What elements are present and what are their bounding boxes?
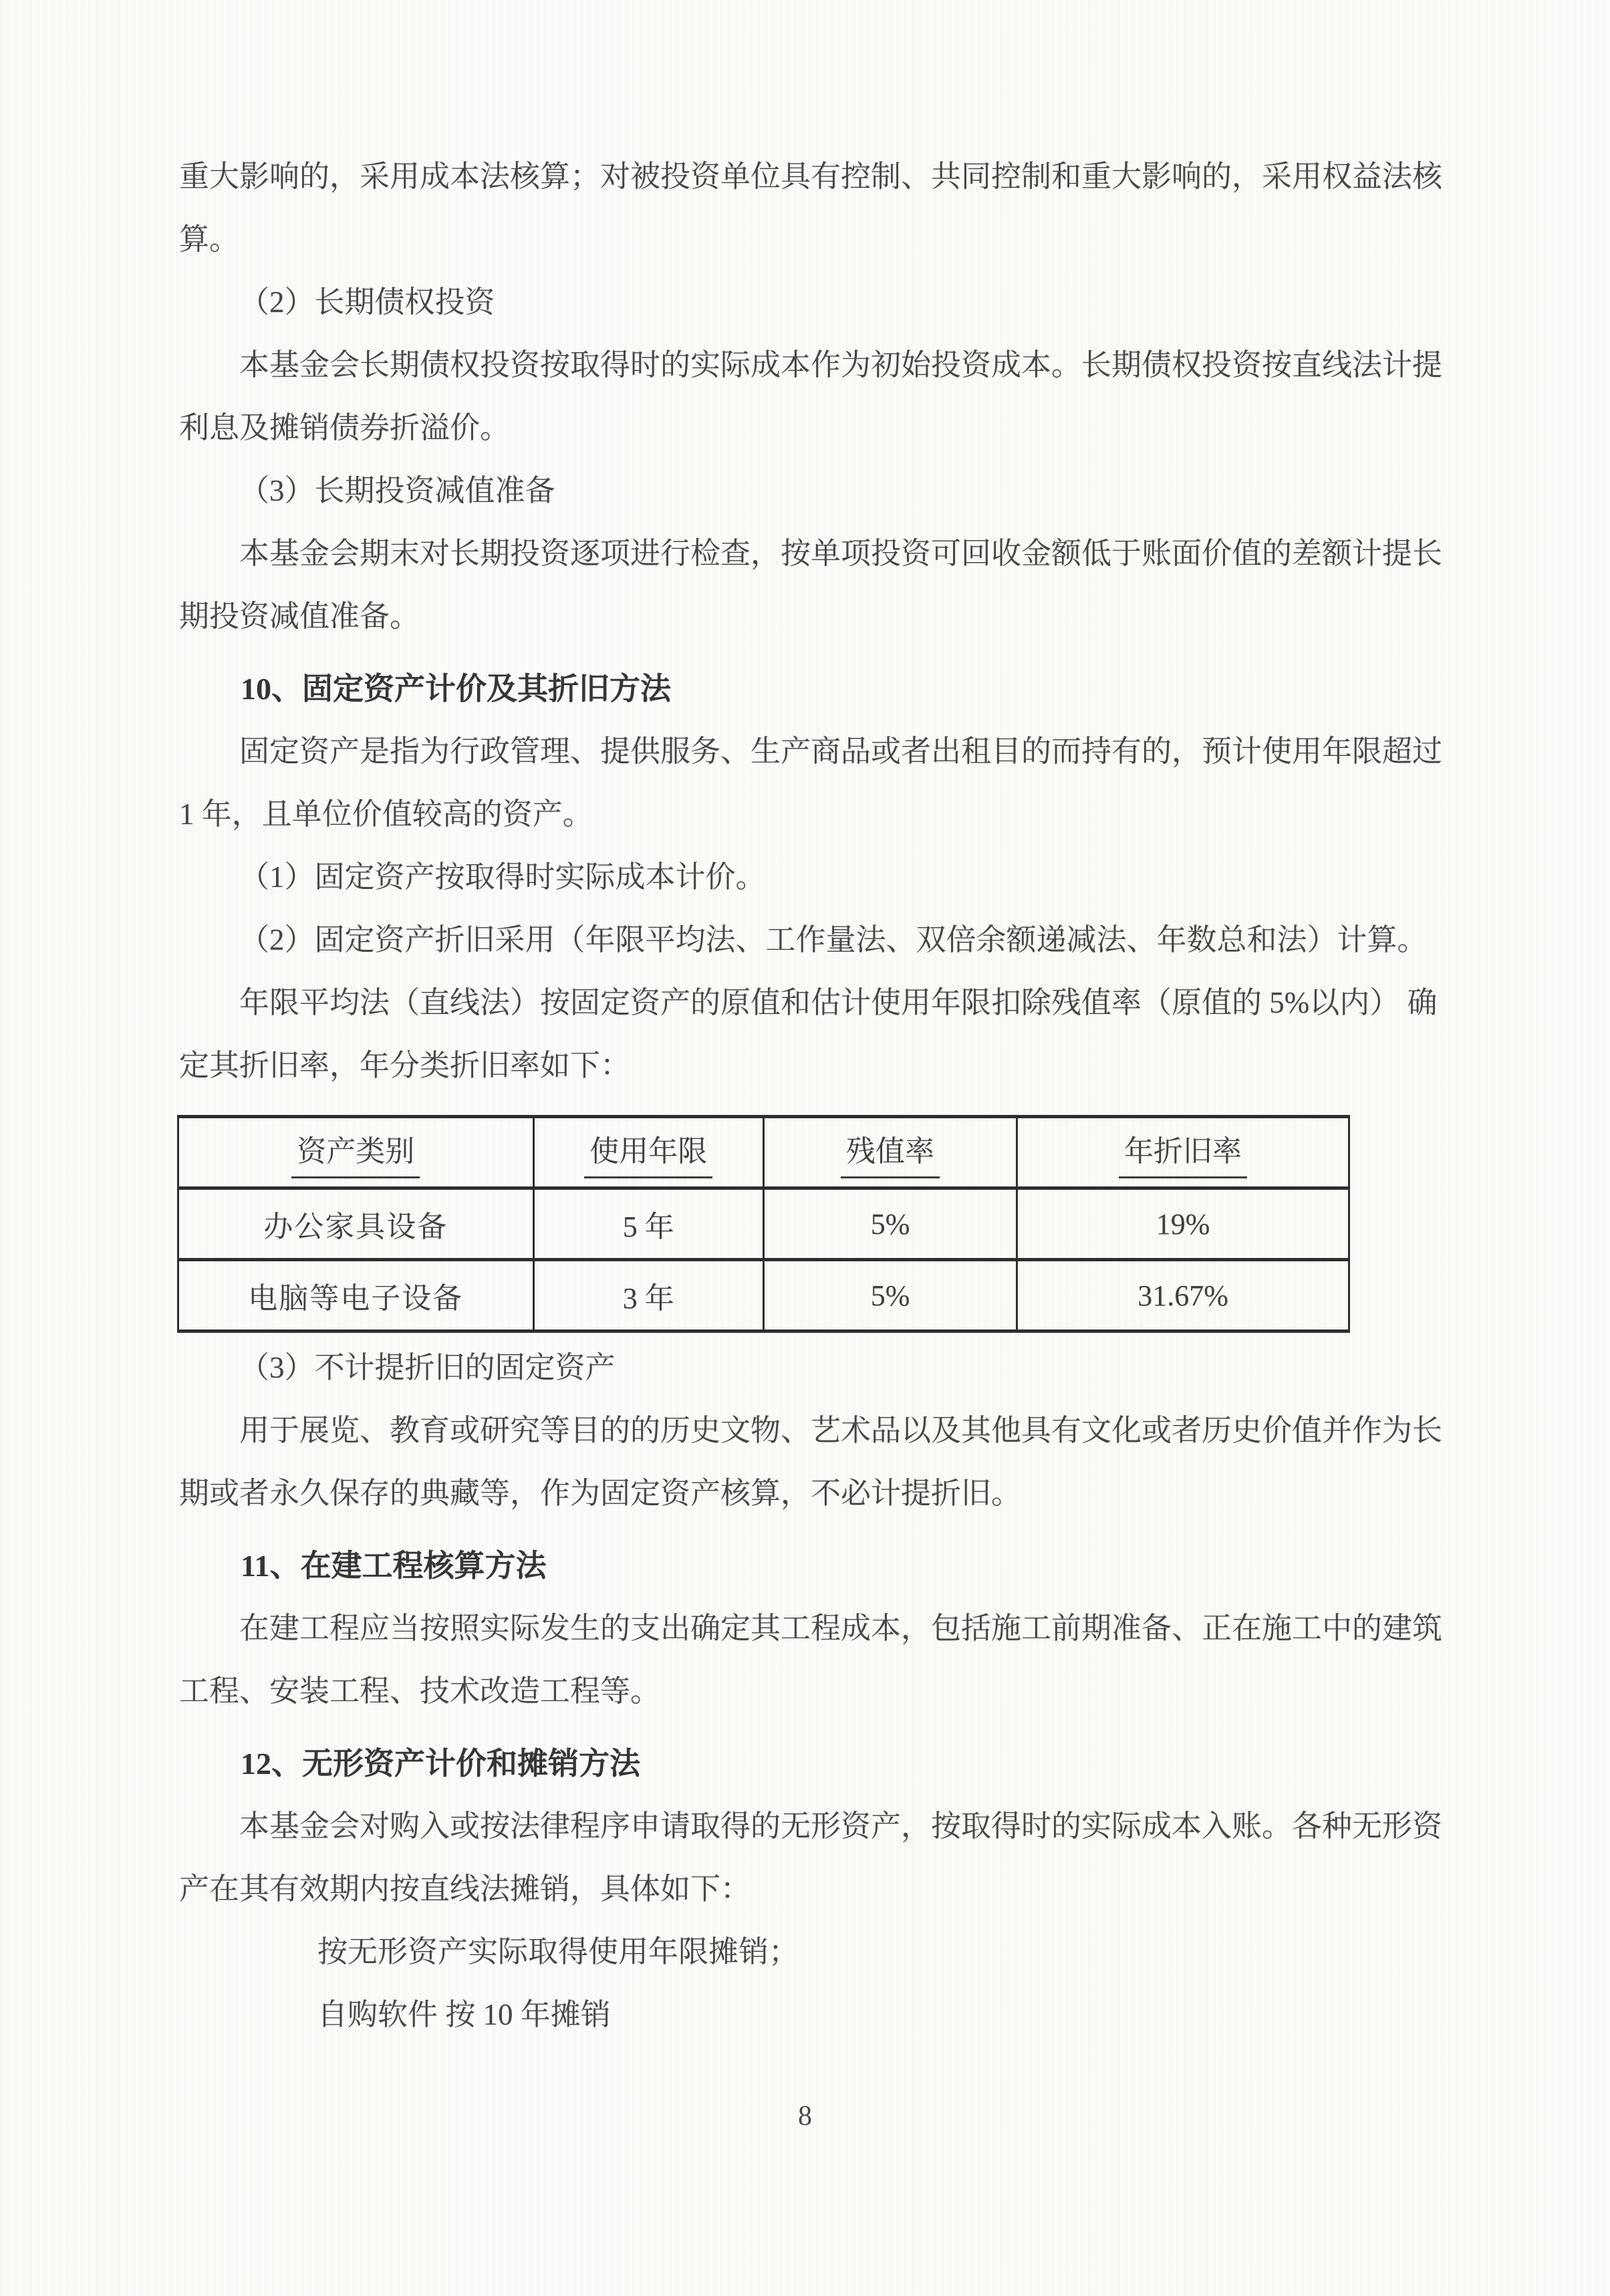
body-line: 定其折旧率，年分类折旧率如下： bbox=[179, 1049, 631, 1082]
table-cell-rate: 31.67% bbox=[1017, 1260, 1349, 1331]
body-line: 工程、安装工程、技术改造工程等。 bbox=[179, 1674, 661, 1708]
body-line: 期投资减值准备。 bbox=[179, 600, 420, 633]
table-cell-residual: 5% bbox=[763, 1188, 1017, 1260]
section-heading-12-intangible-assets: 12、无形资产计价和摊销方法 bbox=[241, 1747, 640, 1781]
body-line: 期或者永久保存的典藏等，作为固定资产核算，不必计提折旧。 bbox=[179, 1477, 1022, 1510]
body-line: 算。 bbox=[179, 223, 240, 256]
body-line: 本基金会长期债权投资按取得时的实际成本作为初始投资成本。长期债权投资按直线法计提 bbox=[239, 348, 1443, 382]
table-header-cell: 残值率 bbox=[763, 1117, 1017, 1188]
list-item-3-impairment: （3）长期投资减值准备 bbox=[239, 474, 555, 507]
page-number: 8 bbox=[798, 2101, 812, 2132]
body-line: 在建工程应当按照实际发生的支出确定其工程成本，包括施工前期准备、正在施工中的建筑 bbox=[239, 1612, 1443, 1645]
body-line: 自购软件 按 10 年摊销 bbox=[317, 1998, 611, 2031]
list-item-1-fixed-asset-cost: （1）固定资产按取得时实际成本计价。 bbox=[239, 860, 766, 894]
section-heading-11-construction: 11、在建工程核算方法 bbox=[241, 1549, 547, 1583]
body-line: 产在其有效期内按直线法摊销，具体如下： bbox=[179, 1872, 751, 1906]
depreciation-table bbox=[177, 1115, 1444, 1333]
body-line: 1 年，且单位价值较高的资产。 bbox=[179, 797, 593, 831]
table-row bbox=[178, 1188, 1349, 1260]
body-line: 按无形资产实际取得使用年限摊销； bbox=[317, 1935, 799, 1968]
section-heading-10-fixed-assets: 10、固定资产计价及其折旧方法 bbox=[241, 672, 671, 706]
table-cell-years: 3 年 bbox=[533, 1260, 763, 1331]
list-item-3-no-depreciation: （3）不计提折旧的固定资产 bbox=[239, 1351, 616, 1384]
body-line: 年限平均法（直线法）按固定资产的原值和估计使用年限扣除残值率（原值的 5%以内） 确 bbox=[239, 986, 1438, 1019]
body-line: 重大影响的，采用成本法核算；对被投资单位具有控制、共同控制和重大影响的，采用权益法核 bbox=[179, 160, 1443, 193]
table-header-row bbox=[178, 1117, 1349, 1188]
table-cell-years: 5 年 bbox=[533, 1188, 763, 1260]
table-header-cell: 使用年限 bbox=[533, 1117, 763, 1188]
list-item-2-long-term-debt: （2）长期债权投资 bbox=[239, 285, 495, 319]
table-header-cell: 年折旧率 bbox=[1017, 1117, 1349, 1188]
body-line: 利息及摊销债券折溢价。 bbox=[179, 411, 511, 444]
table-cell-category: 办公家具设备 bbox=[178, 1188, 534, 1260]
body-line: 用于展览、教育或研究等目的的历史文物、艺术品以及其他具有文化或者历史价值并作为长 bbox=[239, 1414, 1443, 1447]
table-cell-category: 电脑等电子设备 bbox=[178, 1260, 534, 1331]
table-cell-rate: 19% bbox=[1017, 1188, 1349, 1260]
table-header-cell: 资产类别 bbox=[178, 1117, 534, 1188]
body-line: 固定资产是指为行政管理、提供服务、生产商品或者出租目的而持有的，预计使用年限超过 bbox=[239, 735, 1443, 768]
body-line: 本基金会对购入或按法律程序申请取得的无形资产，按取得时的实际成本入账。各种无形资 bbox=[239, 1809, 1443, 1843]
document-body bbox=[179, 159, 1444, 2060]
body-line: 本基金会期末对长期投资逐项进行检查，按单项投资可回收金额低于账面价值的差额计提长 bbox=[239, 537, 1443, 570]
table-row bbox=[178, 1260, 1349, 1331]
table-cell-residual: 5% bbox=[763, 1260, 1017, 1331]
list-item-2-depreciation-method: （2）固定资产折旧采用（年限平均法、工作量法、双倍余额递减法、年数总和法）计算。 bbox=[239, 923, 1428, 956]
